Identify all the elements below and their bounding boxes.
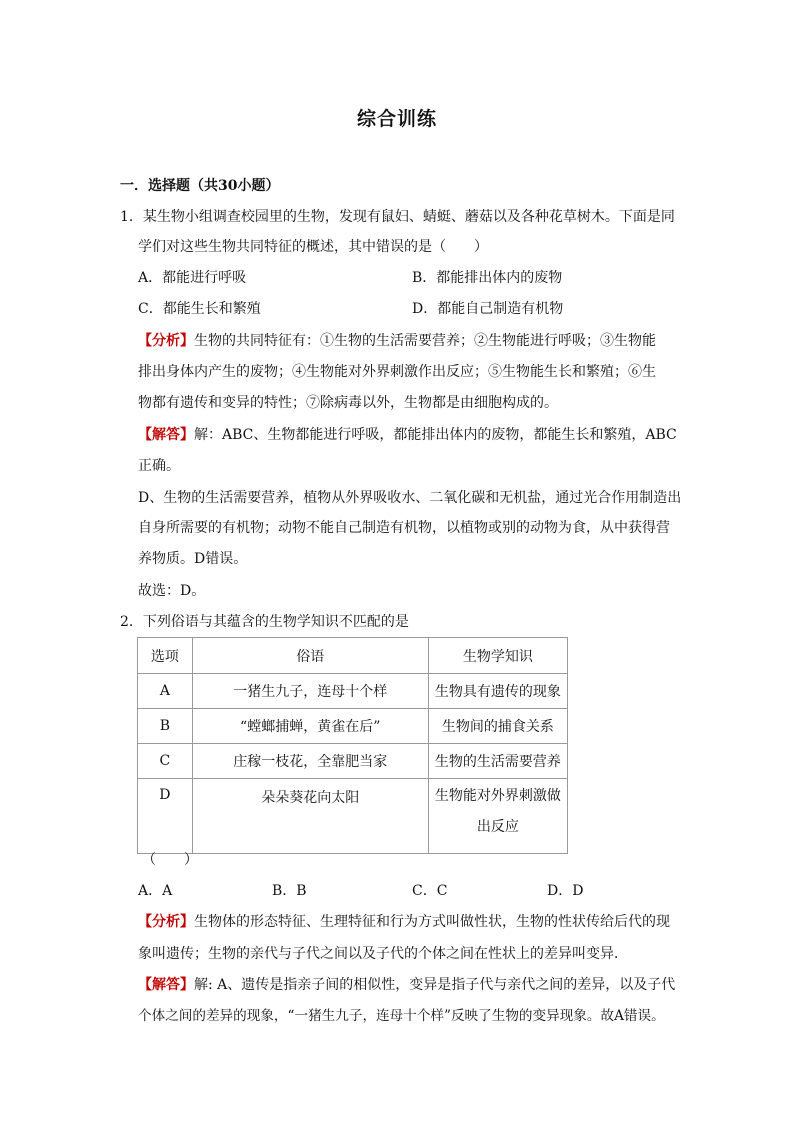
q2-answer-line-1 (138, 975, 675, 995)
q1-option-a[interactable]: A．都能进行呼吸 (138, 270, 247, 286)
table-header-option: 选项 (138, 638, 193, 674)
table-cell-line-1: 生物能对外界刺激做 (434, 788, 561, 804)
table-cell: 庄稼一枝花，全靠肥当家 (192, 744, 428, 779)
page-title: 综合训练 (356, 108, 437, 130)
q2-option-c[interactable]: C．C (412, 883, 448, 899)
table-row (138, 709, 568, 744)
table-row (138, 779, 568, 854)
q2-answer-text-1: 解: A、遗传是指亲子间的相似性，变异是指子代与亲代之间的差异，以及子代 (194, 977, 676, 993)
table-row (138, 744, 568, 779)
q1-analysis-line-3: 物都有遗传和变异的特性；⑦除病毒以外，生物都是由细胞构成的。 (138, 395, 558, 411)
table-cell: “螳螂捕蝉，黄雀在后” (192, 709, 428, 744)
q1-analysis-line-1 (138, 331, 656, 351)
q2-option-b[interactable]: B．B (272, 883, 307, 899)
q1-analysis-line-2: 排出身体内产生的废物；④生物能对外界刺激作出反应；⑤生物能生长和繁殖；⑥生 (138, 364, 656, 380)
table-cell: A (138, 674, 193, 709)
table-cell: 一猪生九子，连母十个样 (192, 674, 428, 709)
q1-option-d[interactable]: D．都能自己制造有机物 (412, 301, 564, 317)
section-heading: 一．选择题（共30小题） (120, 178, 280, 194)
q1-option-b[interactable]: B．都能排出体内的废物 (412, 270, 563, 286)
analysis-tag: 【分析】 (138, 333, 194, 349)
q1-option-c[interactable]: C．都能生长和繁殖 (138, 301, 261, 317)
q1-answer-text-1: 解：ABC、生物都能进行呼吸，都能排出体内的废物，都能生长和繁殖，ABC (194, 427, 677, 443)
q2-option-a[interactable]: A．A (138, 883, 173, 899)
table-cell: B (138, 709, 193, 744)
q1-stem-line-2: 学们对这些生物共同特征的概述，其中错误的是（ ） (138, 239, 488, 255)
table-cell: 生物具有遗传的现象 (428, 674, 567, 709)
q2-answer-paren: （ ） (142, 852, 198, 868)
answer-tag: 【解答】 (138, 427, 194, 443)
table-cell: 生物间的捕食关系 (428, 709, 567, 744)
answer-tag: 【解答】 (138, 977, 194, 993)
table-cell: 朵朵葵花向太阳 (192, 779, 428, 854)
table-cell (428, 779, 567, 854)
q1-answer-line-4: 自身所需要的有机物；动物不能自己制造有机物，以植物或别的动物为食，从中获得营 (138, 520, 670, 536)
analysis-tag: 【分析】 (138, 914, 194, 930)
q2-option-d[interactable]: D．D (547, 883, 584, 899)
q1-answer-line-3: D、生物的生活需要营养，植物从外界吸收水、二氧化碳和无机盐，通过光合作用制造出 (138, 490, 682, 506)
q1-stem-line-1: 1．某生物小组调查校园里的生物，发现有鼠妇、蜻蜓、蘑菇以及各种花草树木。下面是同 (120, 209, 675, 225)
table-cell: D (138, 779, 193, 854)
table-cell-line-2: 出反应 (476, 819, 519, 835)
table-header-saying: 俗语 (192, 638, 428, 674)
q1-choice: 故选：D。 (138, 583, 206, 599)
table-row (138, 674, 568, 709)
knowledge-table (137, 637, 568, 854)
q2-analysis-line-2: 象叫遗传；生物的亲代与子代之间以及子代的个体之间在性状上的差异叫变异． (138, 946, 628, 962)
q2-analysis-text-1: 生物体的形态特征、生理特征和行为方式叫做性状，生物的性状传给后代的现 (194, 914, 670, 930)
table-cell: 生物的生活需要营养 (428, 744, 567, 779)
q1-answer-line-5: 养物质。D错误。 (138, 551, 248, 567)
q2-answer-line-2: 个体之间的差异的现象，“一猪生九子，连母十个样”反映了生物的变异现象。故A错误。 (138, 1008, 665, 1024)
table-header-row (138, 638, 568, 674)
table-cell: C (138, 744, 193, 779)
q2-analysis-line-1 (138, 912, 670, 932)
q1-answer-line-1 (138, 425, 677, 445)
table-header-knowledge: 生物学知识 (428, 638, 567, 674)
q1-answer-line-2: 正确。 (138, 458, 180, 474)
q1-analysis-text-1: 生物的共同特征有：①生物的生活需要营养；②生物能进行呼吸；③生物能 (194, 333, 656, 349)
q2-stem: 2．下列俗语与其蕴含的生物学知识不匹配的是 (120, 614, 409, 630)
